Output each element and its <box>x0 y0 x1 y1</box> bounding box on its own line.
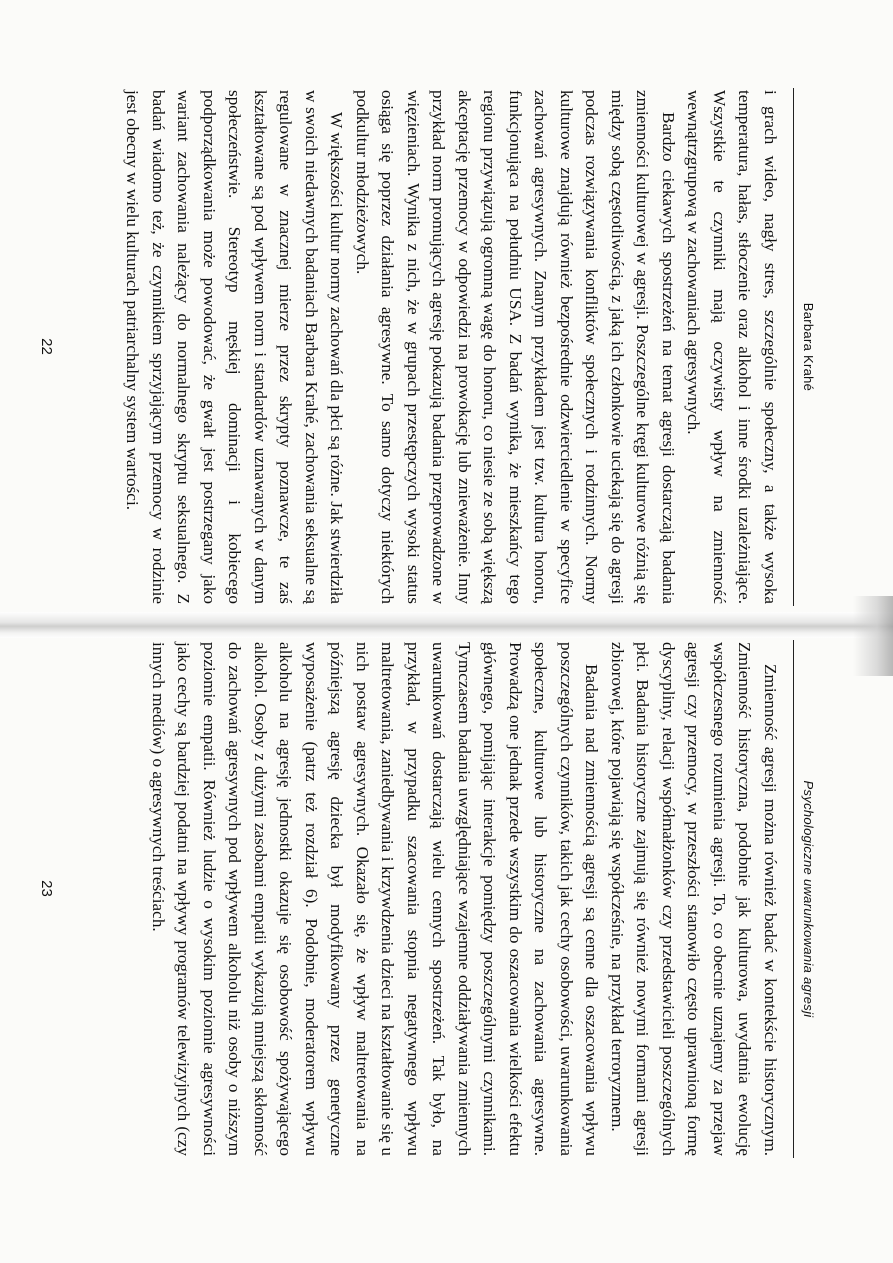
folio-22: 22 <box>37 338 55 355</box>
paragraph: Badania nad zmiennością agresji są cenne dla oszacowania wpływu poszczególnych czynników, takich jak cechy osobowości, uwarunkowania społeczne, kulturowe lub historyczne na zachowania agresywne. Prowadzą one jednak przede wszystkim do oszacowania wielkości efektu głównego, pomijając interakcje pomiędzy poszczególnymi czynnikami. Tymczasem badania uwzględniające wzajemne oddziaływania zmiennych uwarunkowań dostarczają wielu cennych spostrzeżeń. Tak było, na przykład, w przypadku szacowania stopnia negatywnego wpływu maltretowania, zaniedbywania i krzywdzenia dzieci na kształtowanie się u nich postaw agresywnych. Okazało się, że wpływ maltretowania na późniejszą agresję dziecka był modyfikowany przez genetyczne wyposażenie (patrz też rozdział 6). Podobnie, moderatorem wpływu alkoholu na agresję jednostki okazuje się osobowość spożywającego alkohol. Osoby z dużymi zasobami empatii wykazują mniejszą skłonność do zachowań agresywnych pod wpływem alkoholu niż osoby o niższym poziomie empatii. Również ludzie o wysokim poziomie agresywności jako cechy są bardziej podatni na wpływy programów telewizyjnych (czy innych mediów) o agresywnych treściach. <box>149 642 602 1156</box>
page-23-body <box>146 640 784 1158</box>
running-head-chapter: Psychologiczne uwarunkowania agresji <box>801 780 816 1018</box>
binding-gutter-shadow <box>0 612 893 638</box>
header-rule <box>793 640 794 1158</box>
page-edge-shadow <box>853 596 893 676</box>
page-22-body <box>120 88 783 606</box>
paragraph: W większości kultur normy zachowań dla płci są różne. Jak stwierdziła w swoich niedawnych badaniach Barbara Krahé, zachowania seksualne są regulowane w znacznej mierze przez skrypty poznawcze, te zaś kształtowane są pod wpływem norm i standardów uznawanych w danym społeczeństwie. Stereotyp męskiej dominacji i kobiecego podporządkowania może powodować, że gwałt jest postrzegany jako wariant zachowania należący do normalnego skryptu seksualnego. Z badań wiadomo też, że czynnikiem sprzyjającym przemocy w rodzinie jest obecny w wielu kulturach patriarchalny system wartości. <box>123 90 347 604</box>
running-head-author: Barbara Krahé <box>801 302 816 392</box>
page-23 <box>60 640 820 1158</box>
page-22 <box>60 88 820 606</box>
paragraph: i grach wideo, nagły stres, szczególnie społeczny, a także wysoka temperatura, hałas, stłoczenie oraz alkohol i inne środki uzależniające. Wszystkie te czynniki mają oczywisty wpływ na zmienność wewnątrzgrupową w zachowaniach agresywnych. <box>684 90 780 604</box>
paragraph: Zmienność agresji można również badać w kontekście historycznym. Zmienność historyczna, podobnie jak kulturowa, uwydatnia ewolucję współczesnego rozumienia agresji. To, co obecnie uznajemy za przejaw agresji czy przemocy, w przeszłości stanowiło często uprawnioną formę dyscypliny, relacji współmałżonków czy przedstawicieli poszczególnych płci. Badania historyczne zajmują się również nowymi formami agresji zbiorowej, które pojawiają się współcześnie, na przykład terroryzmem. <box>608 642 780 1156</box>
header-rule <box>793 88 794 606</box>
folio-23: 23 <box>37 880 55 897</box>
paragraph: Bardzo ciekawych spostrzeżeń na temat agresji dostarczają badania zmienności kulturowej w agresji. Poszczególne kręgi kulturowe różnią się między sobą częstotliwością, z jaką ich członkowie uciekają się do agresji podczas rozwiązywania konfliktów społecznych i rodzinnych. Normy kulturowe znajdują również bezpośrednie odzwierciedlenie w specyfice zachowań agresywnych. Znanym przykładem jest tzw. kultura honoru, funkcjonująca na południu USA. Z badań wynika, że mieszkańcy tego regionu przywiązują ogromną wagę do honoru, co niesie ze sobą większą akceptację przemocy w odpowiedzi na prowokację lub znieważenie. Inny przykład norm promujących agresję pokazują badania przeprowadzone w więzieniach. Wynika z nich, że w grupach przestępczych wysoki status osiąga się poprzez działania agresywne. To samo dotyczy niektórych podkultur młodzieżowych. <box>353 90 678 604</box>
